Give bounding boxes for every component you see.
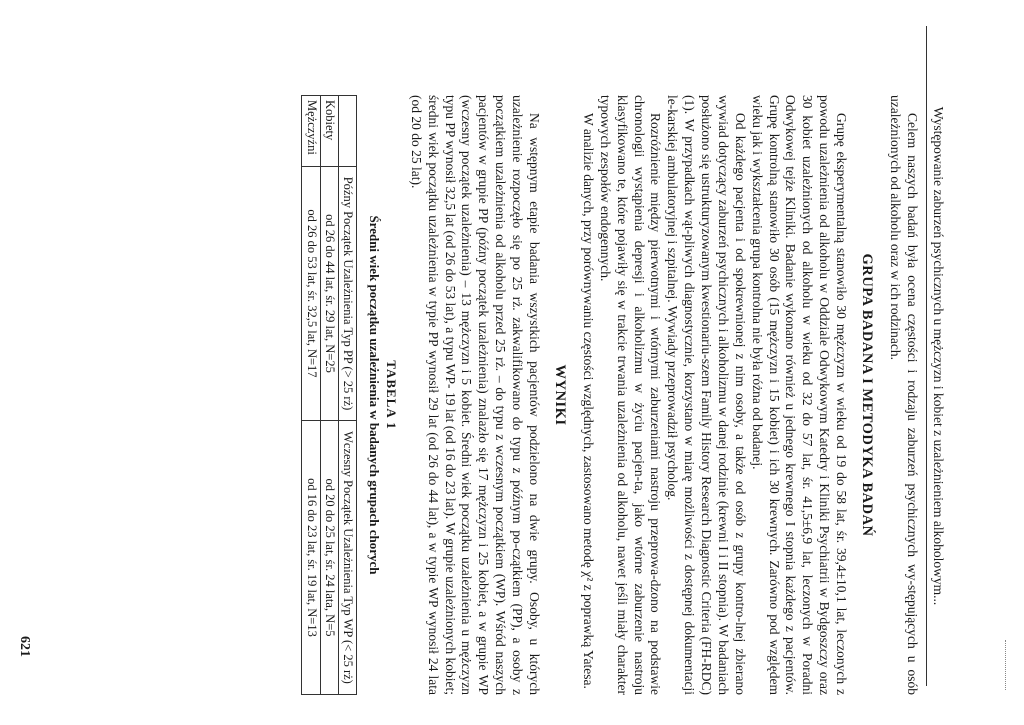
table-cell: od 26 do 53 lat, śr. 32,5 lat, N=17 <box>301 167 320 421</box>
age-onset-table <box>301 95 357 695</box>
running-header: Występowanie zaburzeń psychicznych u mężczyzn i kobiet z uzależnieniem alkoholowym... <box>926 26 946 686</box>
table-caption <box>365 95 399 695</box>
table-label: TABELA 1 <box>384 360 399 430</box>
intro-paragraph: Celem naszych badań była ocena częstości i rodzaju zaburzeń psychicznych wy-stępujących u osób uzależnionych od alkoholu oraz w ich rodzinach. <box>888 95 920 695</box>
table-title: Średni wiek początku uzależnienia w badanych grupach chorych <box>367 215 383 575</box>
page-content <box>301 95 920 695</box>
methods-paragraph-4: W analizie danych, przy porównywaniu częstości względnych, zastosowano metodę χ² z poprawką Yatesa. <box>581 113 596 689</box>
table-row <box>301 96 320 695</box>
table-cell: od 20 do 25 lat, śr. 24 lata, N=5 <box>320 420 339 694</box>
methods-paragraph-3: Rozróżnienie między pierwotnymi i wtórnymi zaburzeniami nastroju przeprowa-dzono na podstawie chronologii wystąpienia depresji i alkoholizmu w życiu pacjen-ta, jako wtórne zaburzenie nastroju klasyfikowano te, które pojawiły się w trakcie trwania uzależnienia od alkoholu, nawet jeśli miały charakter typowych zespołów endogennych. <box>597 95 664 695</box>
methods-paragraph-1: Grupę eksperymentalną stanowiło 30 mężczyzn w wieku od 19 do 58 lat, śr. 39,4±10,1 lat, leczonych z powodu uzależnienia od alkoholu w Oddziale Odwykowym Katedry i Kliniki Psychiatrii w Bydgoszczy oraz 30 kobiet uzależnionych od alkoholu w wieku od 32 do 57 lat, śr. 41,5±6,9 lat, leczonych w Poradni Odwykowej tejże Kliniki. Badanie wykonano również u jednego krewnego I stopnia każdego z pacjentów. Grupę kontrolną stanowiło 30 osób (15 mężczyzn i 15 kobiet) i ich 30 krewnych. Zarówno pod względem wieku jak i wykształcenia grupa kontrolna nie była różna od badanej. <box>749 95 850 695</box>
results-paragraph: Na wstępnym etapie badania wszystkich pacjentów podzielono na dwie grupy. Osoby, u których uzależnienie rozpoczęło się po 25 rż. zakwalifikowano do typu z późnym po-czątkiem (PP), a osoby z początkiem uzależnienia od alkoholu przed 25 rż. – do typu z wczesnym początkiem (WP). Wśród naszych pacjentów w grupie PP (późny początek uzależnienia) znalazło się 17 mężczyzn i 25 kobiet, a w grupie WP (wczesny początek uzależnienia) – 13 mężczyzn i 5 kobiet. Średni wiek początku uzależnienia u mężczyzn typu PP wynosił 32,5 lat (od 26 do 53 lat), a typu WP- 19 lat (od 16 do 23 lat). W grupie uzależnionych kobiet; średni wiek początku uzależnienia w typie PP wynosił 29 lat (od 26 do 44 lat), a w typie WP wynosił 24 lata (od 20 do 25 lat). <box>408 95 542 695</box>
page-number: 621 <box>17 636 32 657</box>
table-cell: od 16 do 23 lat, śr. 19 lat, N=13 <box>301 420 320 694</box>
section-title-results: WYNIKI <box>552 364 569 426</box>
table-cell: od 26 do 44 lat, śr. 29 lat, N=25 <box>320 167 339 421</box>
table-header-cell: Wczesny Początek Uzależnienia Typ WP (< 25 rż) <box>339 420 357 694</box>
table-header-cell <box>339 96 357 167</box>
top-dotted-mark <box>1005 640 1006 690</box>
table-row-label: Kobiety <box>320 96 339 167</box>
table-row-label: Mężczyźni <box>301 96 320 167</box>
section-title-methods: GRUPA BADANA I METODYKA BADAŃ <box>859 253 876 537</box>
methods-paragraph-2: Od każdego pacjenta i od spokrewnionej z nim osoby, a także od osób z grupy kontro-lnej zbierano wywiad dotyczący zaburzeń psychicznych i alkoholizmu w danej rodzinie (krewni I i II stopnia). W badaniach posłużono się ustrukturyzowanym kwestionariu-szem Family History Research Diagnostic Criteria (FH-RDC) (1). W przypadkach wąt-pliwych diagnostycznie, korzystano w miarę możliwości z dostępnej dokumentacji le-karskiej ambulatoryjnej i szpitalnej. Wywiady przeprowadził psycholog. <box>665 95 748 695</box>
table-row <box>320 96 339 695</box>
table-header-cell: Późny Początek Uzależnienia Typ PP (> 25 rż) <box>339 167 357 421</box>
table-header-row <box>339 96 357 695</box>
